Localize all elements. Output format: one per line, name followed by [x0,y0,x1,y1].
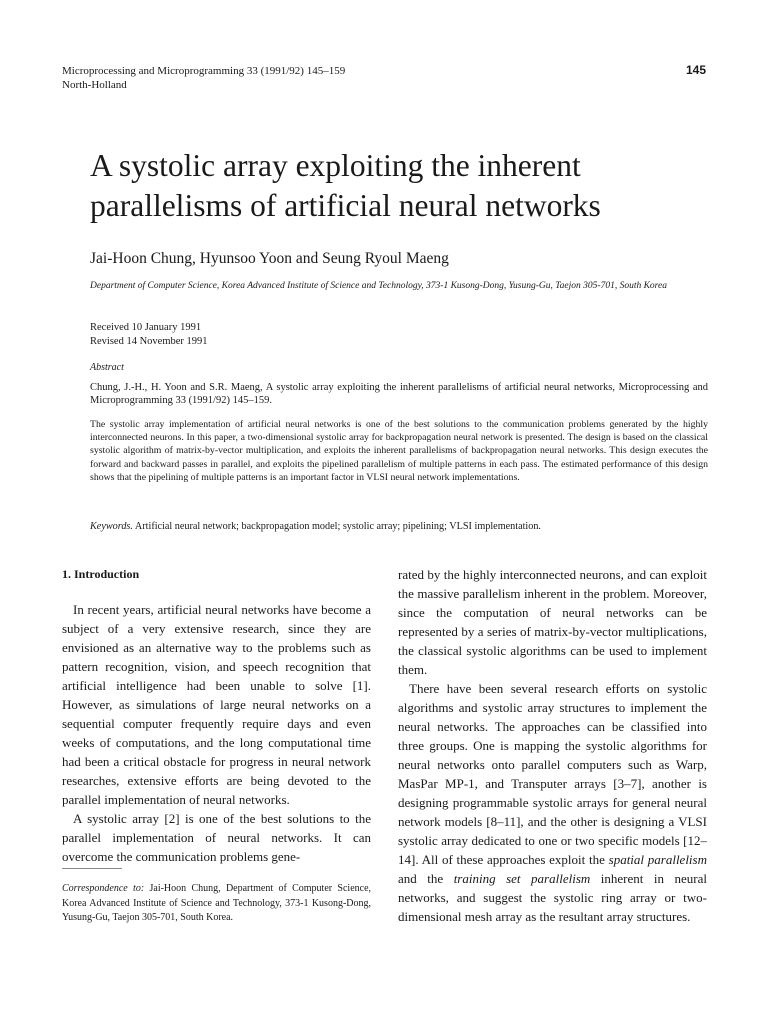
p3-text-a: There have been several research efforts on systolic algorithms and systolic array structures to implement the neural networks. The approaches can be classified into three groups. One is mapping the systolic algorithms for neural networks onto parallel computers such as Warp, MasPar MP-1, and Transputer arrays [3–7], another is designing programmable systolic arrays for general neural network models [8–11], and the other is designing a VLSI systolic array dedicated to one or two specific models [12–14]. All of these approaches exploit the [398,681,707,867]
page-number: 145 [685,63,706,77]
keywords [90,521,708,532]
journal-header [62,64,345,92]
intro-paragraph-3 [398,679,707,926]
p3-text-c: inherent in neural networks, and suggest the systolic ring array or two-dimensional mesh array as the resultant array structures. [398,871,708,924]
revised-date: Revised 14 November 1991 [90,336,208,347]
paper-title [90,146,710,226]
publisher: North-Holland [62,79,127,91]
footnote-label: Correspondence to: [62,883,145,894]
journal-citation: Microprocessing and Microprogramming 33 (1991/92) 145–159 [62,65,346,77]
intro-paragraph-2-continued: rated by the highly interconnected neurons, and can exploit the massive parallelism inherent in the problem. Moreover, since the computation of neural networks can be represented by a series of matrix-by-vector multiplications, the classical systolic algorithms can be used to implement them. [398,567,707,677]
correspondence-footnote [62,882,371,926]
term-training-set-parallelism: training set parallelism [453,871,591,886]
intro-paragraph-1: In recent years, artificial neural networks have become a subject of a very extensive research, since they are envisioned as an alternative way to the problems such as pattern recognition, vision, and speech recognition that artificial intelligence had been unable to solve [1]. However, as simulations of large neural networks on a sequential computer frequently require days and even weeks of computations, and the long computational time had been a critical obstacle for progress in neural network researches, extensive efforts are being devoted to the parallel implementation of neural networks. [62,602,371,807]
left-column [62,600,371,866]
title-line-1: A systolic array exploiting the inherent [90,148,581,183]
footnote-rule [62,868,122,869]
keywords-text: Artificial neural network; backpropagation model; systolic array; pipelining; VLSI implementation. [134,521,541,532]
section-heading-introduction: 1. Introduction [62,567,140,581]
dates [90,321,208,349]
abstract-text: The systolic array implementation of artificial neural networks is one of the best solutions to the communication problems generated by the highly interconnected neurons. In this paper, a two-dimensional systolic array for backpropagation neural network is presented. The design is based on the classical systolic algorithm of matrix-by-vector multiplication, and exploits the inherent parallelisms of backpropagation neural networks. This design executes the forward and backward passes in parallel, and exploits the pipelined parallelism of multiple patterns in each pass. The estimated performance of this design shows that the pipelining of multiple patterns is an important factor in VLSI neural network implementations. [90,419,708,483]
authors: Jai-Hoon Chung, Hyunsoo Yoon and Seung Ryoul Maeng [90,250,449,267]
abstract-citation: Chung, J.-H., H. Yoon and S.R. Maeng, A systolic array exploiting the inherent parallelisms of artificial neural networks, Microprocessing and Microprogramming 33 (1991/92) 145–159. [90,382,708,406]
abstract-heading: Abstract [90,362,124,373]
footnote-text: Jai-Hoon Chung, Department of Computer Science, Korea Advanced Institute of Science and Technology, 373-1 Kusong-Dong, Yusung-Gu, Taejon 305-701, South Korea. [62,883,372,923]
title-line-2: parallelisms of artificial neural networks [90,188,601,223]
keywords-label: Keywords. [90,521,133,532]
right-column [398,565,707,926]
term-spatial-parallelism: spatial parallelism [608,852,707,867]
p3-text-b: and the [398,871,444,886]
intro-paragraph-2: A systolic array [2] is one of the best solutions to the parallel implementation of neural networks. It can overcome the communication problems gene- [62,811,371,864]
affiliation: Department of Computer Science, Korea Advanced Institute of Science and Technology, 373-1 Kusong-Dong, Yusung-Gu, Taejon 305-701, South Korea [90,281,667,291]
received-date: Received 10 January 1991 [90,322,202,333]
